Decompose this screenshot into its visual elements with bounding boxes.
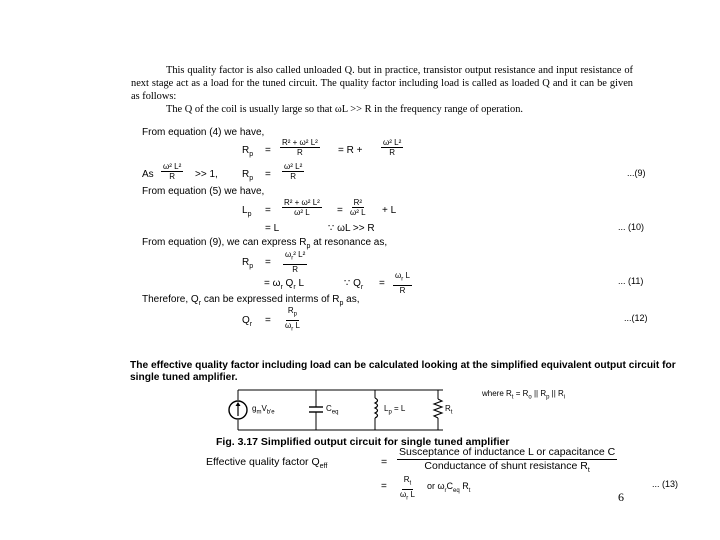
page-number: 6 [618, 490, 624, 504]
lp-result: = L [265, 223, 280, 234]
intro-paragraph: This quality factor is also called unloaded Q. but in practice, transistor output resistance and input resistance of next stage act as a load for the tuned circuit. The quality factor including load is called as loaded Q and it can be given as follows: [131, 65, 633, 103]
as-equals: = [265, 169, 271, 180]
lp-lhs: $L_p$ [242, 205, 252, 218]
section2-text: The effective quality factor including load can be calculated looking at the simplified equivalent output circuit for single tuned amplifier. [130, 360, 676, 383]
as-fraction-2: $\frac{\text{ω² L²}}{R}$ [284, 162, 303, 181]
inductor-icon [375, 390, 378, 430]
equation-number-10: ... (10) [618, 222, 645, 232]
from-eq5-text: From equation (5) we have, [142, 186, 265, 197]
effective-q-fraction: Susceptance of inductance L or capacitance C Conductance of shunt resistance $R_t$ [399, 446, 616, 475]
as-condition: >> 1, [195, 169, 218, 180]
effective-q-equals-2: = [381, 481, 387, 492]
capacitor-icon [309, 390, 323, 430]
equation-number-11: ... (11) [618, 276, 644, 286]
rp-plus-r: = R + [338, 145, 363, 156]
current-source-icon [229, 401, 247, 419]
res-fraction: $\frac{\omega_r^2 L^2}{R}$ [285, 250, 306, 274]
equation-number-12: ...(12) [624, 313, 648, 323]
inductor-label: $L_p = L$ [384, 404, 406, 416]
rp-equals: = [265, 145, 271, 156]
effective-q-fraction-2: $\frac{R_t}{\omega_r L}$ [400, 475, 415, 502]
res2-because: ∵ $Q_r$ [344, 278, 364, 291]
source-label: $g_mV_{b'e}$ [252, 404, 275, 416]
effective-q-equals: = [381, 456, 388, 468]
rp-lhs: $R_p$ [242, 145, 254, 158]
resistor-icon [434, 390, 442, 430]
from-eq9-text: From equation (9), we can express $R_p$ at resonance as, [142, 237, 388, 250]
effective-q-lhs: Effective quality factor $Q_{eff}$ [206, 456, 328, 471]
equation-number-13: ... (13) [652, 479, 679, 489]
as-fraction: $\frac{\text{ω² L²}}{R}$ [163, 162, 182, 181]
lp-fraction-2: $\frac{\text{R²}}{\text{ω² L}}$ [350, 198, 366, 217]
therefore-text: Therefore, $Q_r$ can be expressed interms of $R_p$ as, [142, 294, 360, 307]
as-rp: $R_p$ [242, 169, 254, 182]
as-text: As [142, 169, 154, 180]
where-note: where $R_t = R_o$ || $R_p$ || $R_i$ [482, 389, 566, 401]
res-equals: = [265, 257, 271, 268]
qr-fraction: $\frac{R_p}{\omega_r L}$ [285, 306, 300, 333]
res2-expr: = $\omega_r$ $Q_r$ L [264, 278, 305, 291]
res-lhs: $R_p$ [242, 257, 254, 270]
qr-equals: = [265, 315, 271, 326]
lp-fraction: $\frac{\text{R² + ω² L²}}{\text{ω² L}}$ [284, 198, 320, 217]
lp-equals-2: = [337, 205, 343, 216]
lp-equals: = [265, 205, 271, 216]
lp-because: ∵ ωL >> R [328, 223, 375, 234]
qr-lhs: $Q_r$ [242, 315, 253, 328]
figure-caption: Fig. 3.17 Simplified output circuit for single tuned amplifier [216, 436, 510, 448]
effective-q-alt: or $\omega_rC_{eq}$ $R_t$ [427, 481, 471, 494]
intro-paragraph-2: The Q of the coil is usually large so that ωL >> R in the frequency range of operation. [166, 104, 524, 115]
res2-equals: = [379, 278, 385, 289]
equation-number-9: ...(9) [627, 168, 646, 178]
res2-fraction: $\frac{\omega_r L}{R}$ [395, 271, 410, 295]
rp-fraction-2: $\frac{\text{ω² L²}}{R}$ [383, 138, 402, 157]
lp-plus-l: + L [382, 205, 397, 216]
capacitor-label: $C_{eq}$ [326, 404, 339, 416]
resistor-label: $R_t$ [445, 404, 453, 416]
from-eq4-text: From equation (4) we have, [142, 127, 265, 138]
rp-fraction: $\frac{\text{R² + ω² L²}}{R}$ [282, 138, 318, 157]
